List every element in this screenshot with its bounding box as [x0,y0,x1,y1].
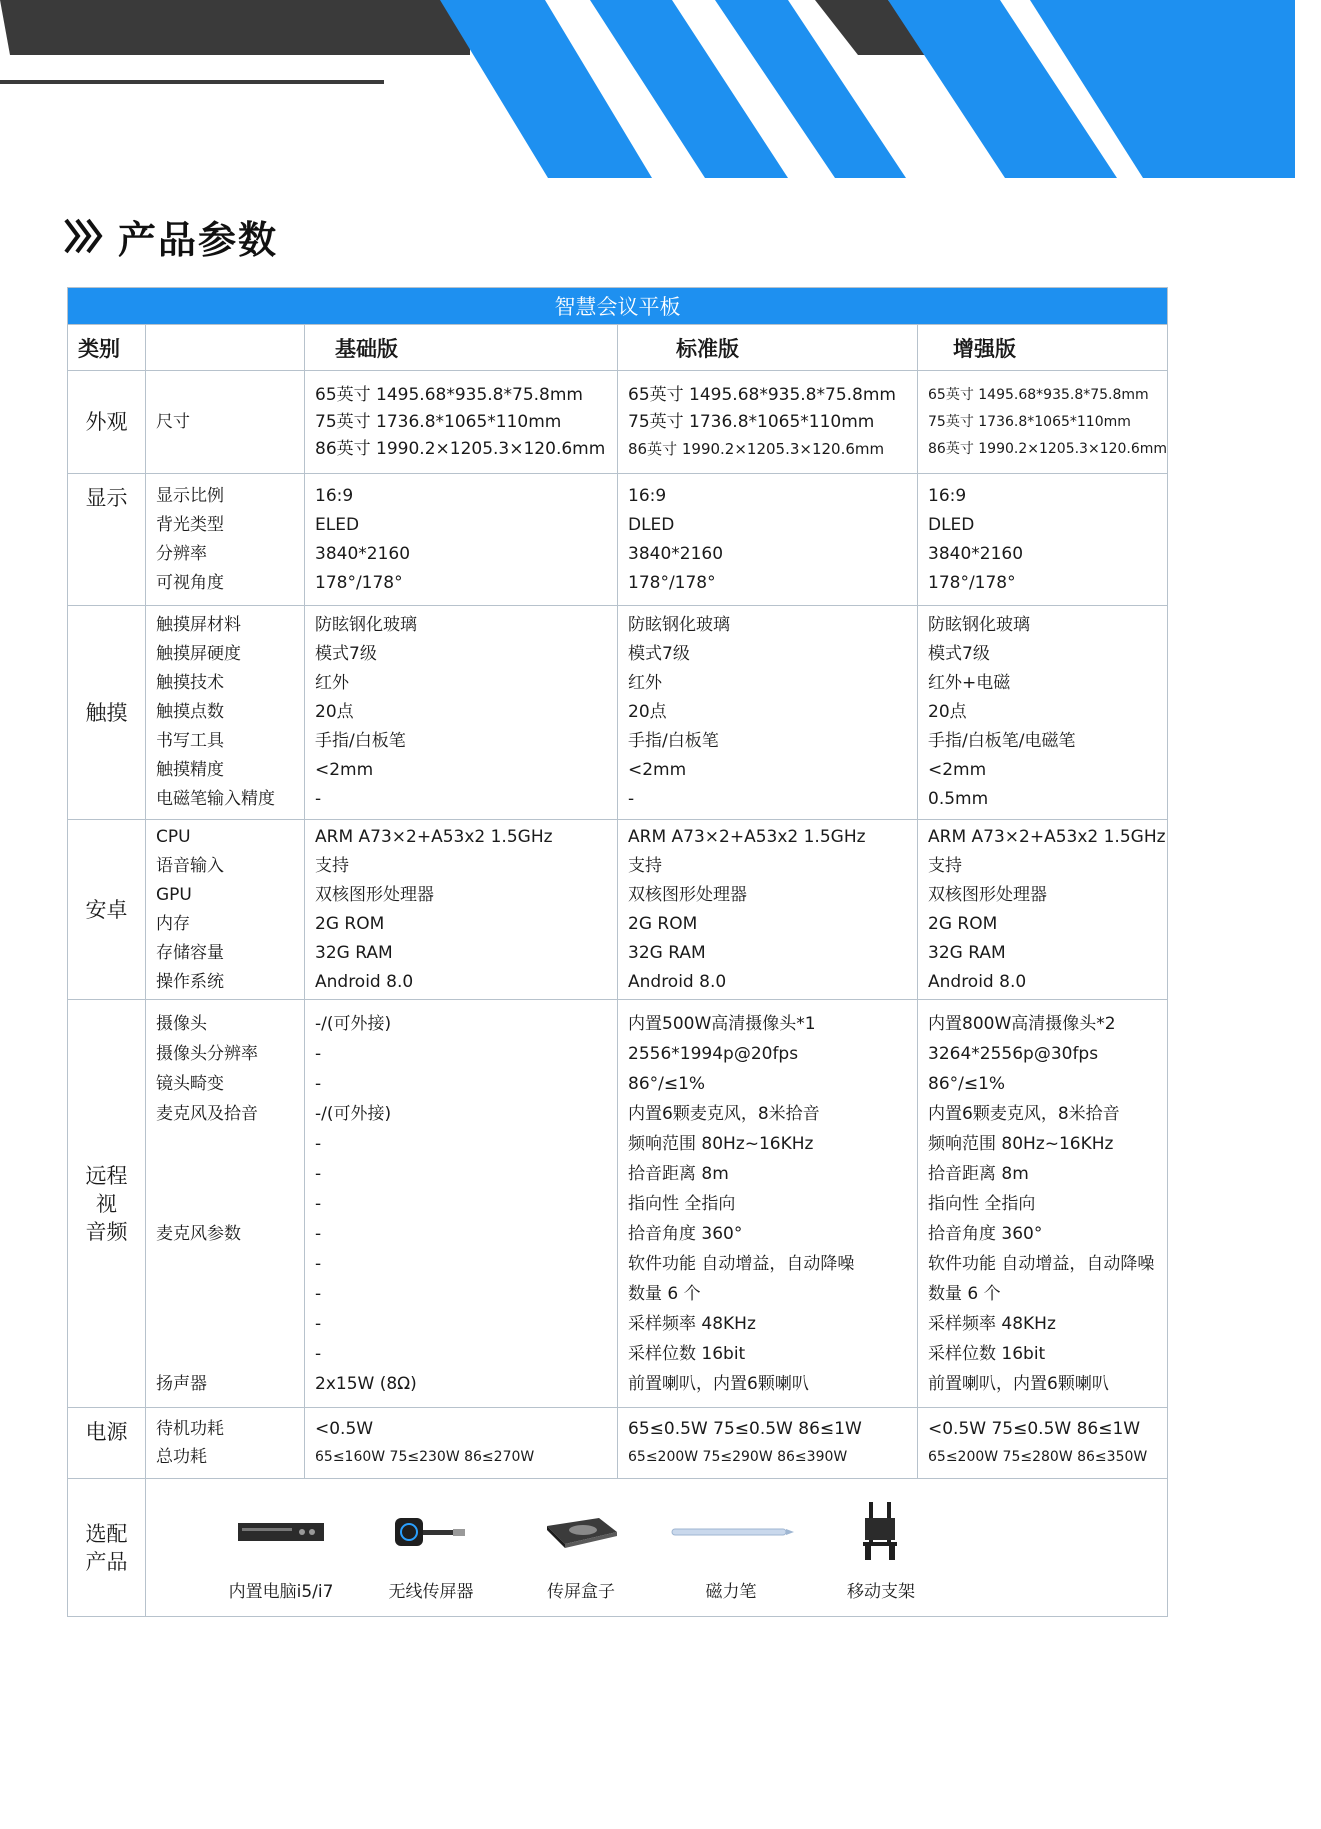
basic-remote-av [305,1000,618,1408]
enhanced-display [918,474,1168,606]
standard-value: DLED [628,514,675,535]
standard-value: 65英寸 1495.68*935.8*75.8mm [628,384,896,405]
basic-value: - [315,1253,322,1274]
enhanced-android [918,820,1168,1000]
standard-value: 双核图形处理器 [628,884,747,905]
basic-power [305,1408,618,1479]
accessory-item [656,1497,806,1602]
basic-value: 防眩钢化玻璃 [315,615,417,635]
params-android [146,820,305,1000]
table-caption: 智慧会议平板 [68,288,1168,325]
param-label [156,1159,294,1189]
standard-value: 支持 [628,855,662,876]
params-power [146,1408,305,1479]
basic-value: - [315,1283,322,1304]
enhanced-value: <0.5W 75≤0.5W 86≤1W [928,1419,1141,1439]
basic-touch [305,606,618,820]
param-label: 显示比例 [156,485,224,506]
param-label [156,1309,294,1339]
header-category: 类别 [68,325,146,371]
params-appearance [146,371,305,474]
enhanced-value: 0.5mm [928,789,989,809]
enhanced-value: 数量 6 个 [928,1283,1001,1304]
enhanced-value: 手指/白板笔/电磁笔 [928,731,1076,751]
enhanced-value: 32G RAM [928,942,1006,963]
param-label: GPU [156,884,192,905]
basic-value: 红外 [315,673,349,693]
enhanced-value: 65≤200W 75≤280W 86≤350W [928,1449,1148,1465]
standard-value: 采样频率 48KHz [628,1313,756,1334]
header-standard: 标准版 [618,325,918,371]
row-touch [68,606,1168,820]
accessory-label: 移动支架 [847,1582,915,1602]
standard-value: 内置500W高清摄像头*1 [628,1013,816,1034]
standard-value: 86英寸 1990.2×1205.3×120.6mm [628,439,885,458]
standard-value: ARM A73×2+A53x2 1.5GHz [628,826,866,847]
basic-value: 16:9 [315,485,354,506]
standard-value: 软件功能 自动增益，自动降噪 [628,1253,855,1274]
basic-android [305,820,618,1000]
standard-value: 178°/178° [628,572,716,593]
enhanced-value: 模式7级 [928,644,990,664]
basic-value: 2G ROM [315,913,385,934]
enhanced-value: ARM A73×2+A53x2 1.5GHz [928,826,1166,847]
enhanced-value: 前置喇叭，内置6颗喇叭 [928,1373,1109,1394]
category-line: 远程视 [85,1163,128,1216]
basic-value: 双核图形处理器 [315,884,434,905]
accessory-list [146,1479,1167,1616]
basic-value: - [315,1223,322,1244]
enhanced-value: 指向性 全指向 [928,1193,1036,1214]
param-label: 分辨率 [156,543,207,564]
page-title: 产品参数 [118,217,279,262]
spec-table [67,287,1168,1617]
category-line: 产品 [85,1549,128,1574]
standard-value: 65≤200W 75≤290W 86≤390W [628,1449,848,1465]
param-label [156,1189,294,1219]
standard-value: 20点 [628,702,667,722]
enhanced-value: 2G ROM [928,913,998,934]
standard-value: 数量 6 个 [628,1283,701,1304]
enhanced-value: Android 8.0 [928,971,1027,992]
category-android: 安卓 [68,820,146,1000]
wireless-dongle-icon [391,1514,471,1550]
accessory-label: 磁力笔 [705,1582,757,1602]
param-label: 扬声器 [156,1373,207,1394]
category-line: 音频 [85,1219,128,1244]
banner-rule-line [0,80,384,84]
basic-value: - [315,1343,322,1364]
standard-value: - [628,789,635,809]
accessory-label: 传屏盒子 [547,1582,615,1602]
basic-value: - [315,1133,322,1154]
enhanced-value: 拾音距离 8m [928,1163,1029,1184]
standard-value: 防眩钢化玻璃 [628,615,730,635]
standard-value: 采样位数 16bit [628,1343,746,1364]
row-appearance [68,371,1168,474]
basic-value: 32G RAM [315,942,393,963]
param-label [156,1129,294,1159]
row-remote-av [68,1000,1168,1408]
cast-box-icon [541,1512,621,1552]
banner-dark-band [0,0,470,55]
standard-value: 3840*2160 [628,543,724,564]
enhanced-value: 内置800W高清摄像头*2 [928,1013,1116,1034]
basic-value: - [315,1313,322,1334]
basic-value: 2x15W (8Ω) [315,1373,417,1394]
enhanced-value: 178°/178° [928,572,1016,593]
param-label: 可视角度 [156,572,224,593]
basic-value: 65英寸 1495.68*935.8*75.8mm [315,384,583,405]
standard-appearance [618,371,918,474]
category-touch: 触摸 [68,606,146,820]
basic-value: 手指/白板笔 [315,731,406,751]
enhanced-value: 86°/≤1% [928,1073,1006,1094]
standard-value: 16:9 [628,485,667,506]
standard-value: 频响范围 80Hz~16KHz [628,1133,814,1154]
standard-power [618,1408,918,1479]
category-power: 电源 [68,1408,146,1479]
accessory-item [356,1497,506,1602]
standard-value: 红外 [628,673,662,693]
column-header-row [68,325,1168,371]
params-display [146,474,305,606]
standard-value: 拾音距离 8m [628,1163,729,1184]
basic-value: -/(可外接) [315,1103,392,1124]
param-label: 触摸屏材料 [156,615,241,635]
header-param-blank [146,325,305,371]
param-label: 触摸精度 [156,760,224,780]
param-label: 内存 [156,913,190,934]
basic-value: - [315,1193,322,1214]
basic-value: - [315,1073,322,1094]
category-line: 选配 [85,1521,128,1546]
param-label: 存储容量 [156,942,224,963]
standard-value: 拾音角度 360° [628,1223,743,1244]
basic-value: 65≤160W 75≤230W 86≤270W [315,1449,535,1465]
row-accessories [68,1479,1168,1617]
header-banner [0,0,1321,180]
param-label: 电磁笔输入精度 [156,789,275,809]
enhanced-remote-av [918,1000,1168,1408]
param-label: 背光类型 [156,514,224,535]
standard-display [618,474,918,606]
enhanced-appearance [918,371,1168,474]
param-label: 触摸点数 [156,702,224,722]
params-touch [146,606,305,820]
standard-value: 2G ROM [628,913,698,934]
basic-value: <2mm [315,760,374,780]
mobile-stand-icon [861,1500,901,1564]
enhanced-value: 频响范围 80Hz~16KHz [928,1133,1114,1154]
params-remote-av [146,1000,305,1408]
standard-value: Android 8.0 [628,971,727,992]
category-display: 显示 [68,474,146,606]
standard-value: 86°/≤1% [628,1073,706,1094]
enhanced-value: 3264*2556p@30fps [928,1043,1099,1064]
enhanced-value: 拾音角度 360° [928,1223,1043,1244]
standard-value: 2556*1994p@20fps [628,1043,799,1064]
basic-value: ELED [315,514,360,535]
standard-value: 内置6颗麦克风，8米拾音 [628,1103,820,1124]
section-title [64,213,279,262]
basic-value: Android 8.0 [315,971,414,992]
basic-value: 模式7级 [315,644,377,664]
standard-android [618,820,918,1000]
table-caption-row [68,288,1168,325]
enhanced-value: 双核图形处理器 [928,884,1047,905]
param-label: 镜头畸变 [156,1073,224,1094]
mini-pc-icon [236,1517,326,1547]
category-accessories [68,1479,146,1617]
row-display [68,474,1168,606]
basic-value: 178°/178° [315,572,403,593]
param-label: 待机功耗 [156,1419,224,1439]
enhanced-value: 支持 [928,855,962,876]
row-android [68,820,1168,1000]
basic-value: -/(可外接) [315,1013,392,1034]
basic-value: - [315,789,322,809]
standard-value: 75英寸 1736.8*1065*110mm [628,411,875,432]
standard-value: 32G RAM [628,942,706,963]
row-power [68,1408,1168,1479]
triple-chevron-icon [64,218,104,254]
category-remote-av [68,1000,146,1408]
enhanced-value: 内置6颗麦克风，8米拾音 [928,1103,1120,1124]
basic-value: - [315,1163,322,1184]
standard-value: <2mm [628,760,687,780]
enhanced-value: 20点 [928,702,967,722]
param-label: 操作系统 [156,971,224,992]
standard-value: 模式7级 [628,644,690,664]
param-label [156,1339,294,1369]
param-label [156,1279,294,1309]
enhanced-value: 16:9 [928,485,967,506]
param-label: 尺寸 [156,411,190,432]
enhanced-value: 86英寸 1990.2×1205.3×120.6mm [928,440,1168,457]
basic-display [305,474,618,606]
enhanced-value: 防眩钢化玻璃 [928,615,1030,635]
accessory-item [206,1497,356,1602]
basic-value: 20点 [315,702,354,722]
standard-value: 指向性 全指向 [628,1193,736,1214]
param-label: 书写工具 [156,731,224,751]
basic-appearance [305,371,618,474]
enhanced-touch [918,606,1168,820]
standard-touch [618,606,918,820]
header-basic: 基础版 [305,325,618,371]
enhanced-value: 红外+电磁 [928,673,1011,693]
basic-value: 75英寸 1736.8*1065*110mm [315,411,562,432]
standard-value: 65≤0.5W 75≤0.5W 86≤1W [628,1419,862,1439]
basic-value: ARM A73×2+A53x2 1.5GHz [315,826,553,847]
standard-remote-av [618,1000,918,1408]
magnetic-pen-icon [666,1525,796,1539]
param-label: CPU [156,826,191,847]
category-appearance: 外观 [68,371,146,474]
basic-value: - [315,1043,322,1064]
param-label: 触摸技术 [156,673,224,693]
enhanced-value: 65英寸 1495.68*935.8*75.8mm [928,386,1149,403]
standard-value: 前置喇叭，内置6颗喇叭 [628,1373,809,1394]
accessory-label: 无线传屏器 [388,1582,474,1602]
enhanced-value: DLED [928,514,975,535]
accessory-item [806,1497,956,1602]
basic-value: 支持 [315,855,349,876]
enhanced-value: 75英寸 1736.8*1065*110mm [928,413,1131,430]
enhanced-value: 采样频率 48KHz [928,1313,1056,1334]
basic-value: 86英寸 1990.2×1205.3×120.6mm [315,438,606,459]
enhanced-value: 采样位数 16bit [928,1343,1046,1364]
param-label: 麦克风参数 [156,1223,241,1244]
param-label: 麦克风及拾音 [156,1103,258,1124]
accessory-item [506,1497,656,1602]
enhanced-value: 3840*2160 [928,543,1024,564]
enhanced-value: <2mm [928,760,987,780]
accessory-label: 内置电脑i5/i7 [228,1582,334,1602]
param-label: 触摸屏硬度 [156,644,241,664]
enhanced-power [918,1408,1168,1479]
header-enhanced: 增强版 [918,325,1168,371]
param-label: 摄像头 [156,1013,207,1034]
param-label: 总功耗 [156,1447,207,1467]
param-label [156,1249,294,1279]
param-label: 摄像头分辨率 [156,1043,258,1064]
standard-value: 手指/白板笔 [628,731,719,751]
accessories-cell [146,1479,1168,1617]
enhanced-value: 软件功能 自动增益，自动降噪 [928,1253,1155,1274]
param-label: 语音输入 [156,855,224,876]
basic-value: 3840*2160 [315,543,411,564]
basic-value: <0.5W [315,1419,374,1439]
